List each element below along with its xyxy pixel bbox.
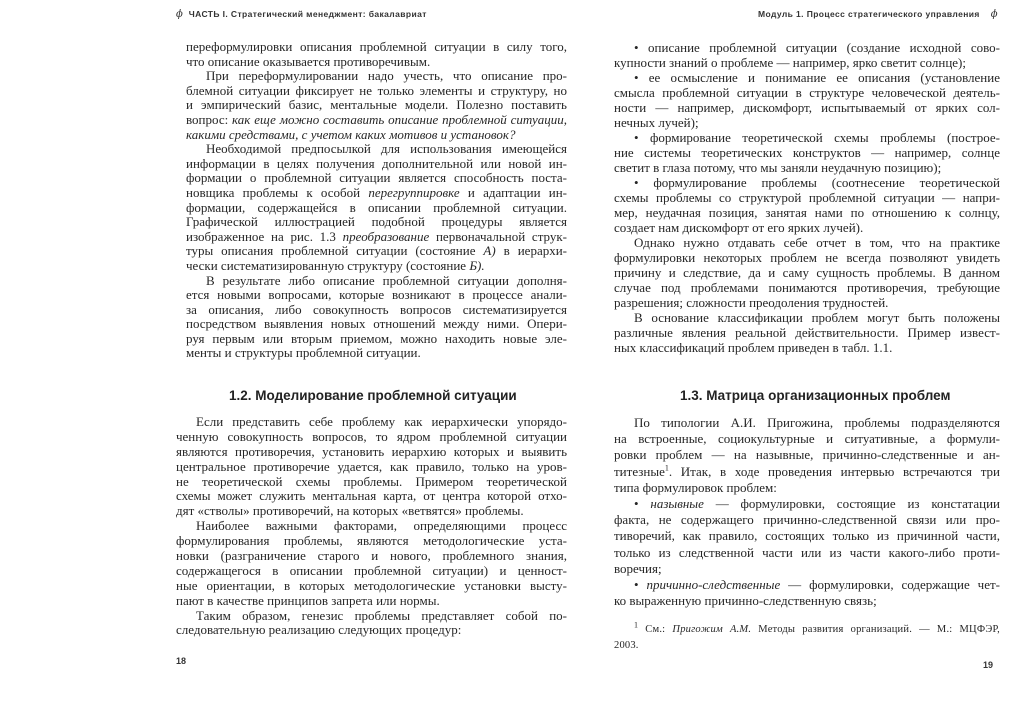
text-run: различные явления реальной действительности. Пример извест- bbox=[614, 325, 1000, 340]
text-block bbox=[614, 415, 1000, 609]
text-line bbox=[614, 480, 1000, 496]
text-run: По типологии А.И. Пригожина, проблемы подразделяются bbox=[634, 415, 1000, 430]
text-line bbox=[186, 40, 567, 55]
text-run: что описание оказывается противоречивым. bbox=[186, 53, 431, 69]
text-line bbox=[176, 475, 567, 490]
text-run: ности — например, дискомфорт, испытываемый от ярких сол- bbox=[614, 100, 1000, 115]
text-run: ется новыми вопросами, которые возникают в процессе анали- bbox=[186, 287, 567, 303]
text-run: причину и следствие, да и саму сущность проблемы. В данном bbox=[614, 265, 1000, 280]
text-line bbox=[186, 346, 567, 361]
running-header-text: Модуль 1. Процесс стратегического управления bbox=[757, 9, 980, 19]
text-line bbox=[186, 186, 567, 201]
text-line bbox=[614, 160, 1000, 175]
text-line bbox=[176, 445, 567, 460]
text-line bbox=[614, 325, 1000, 340]
text-line bbox=[176, 430, 567, 445]
text-run: дят «стволы» противоречий, на которых «ветвятся» проблемы. bbox=[176, 503, 524, 519]
text-run: следовательную реализацию следующих процедур: bbox=[176, 622, 462, 638]
text-run: — формулировки, состоящие из констатации bbox=[703, 495, 1000, 511]
text-line bbox=[176, 415, 567, 430]
text-run: воречия; bbox=[614, 560, 662, 576]
text-line bbox=[186, 69, 567, 84]
italic-text: назывные bbox=[650, 495, 704, 511]
italic-text: Б). bbox=[469, 257, 485, 273]
text-line bbox=[186, 317, 567, 332]
text-run: • bbox=[634, 495, 651, 511]
text-run: В основание классификации проблем могут быть положены bbox=[634, 310, 1000, 325]
text-run: . Итак, в ходе проведения интервью встречаются три bbox=[668, 463, 1000, 479]
footnote-marker: 1 bbox=[664, 463, 669, 473]
text-run: Методы развития организаций. — М.: МЦФЭР, bbox=[751, 624, 1000, 635]
text-run: вопрос: bbox=[186, 111, 233, 127]
text-line bbox=[186, 157, 567, 172]
text-run: ные ориентации, в которых методологические установки высту- bbox=[176, 577, 567, 593]
text-run: в иерархи- bbox=[495, 243, 567, 259]
text-run: • ее осмысление и понимание ее описания (установление bbox=[634, 70, 1000, 85]
text-line bbox=[614, 496, 1000, 512]
text-run: переформулировки описания проблемной ситуации в силу того, bbox=[186, 39, 567, 54]
text-line bbox=[614, 100, 1000, 115]
text-line bbox=[614, 205, 1000, 220]
text-run: изображенное на рис. 1.3 bbox=[186, 228, 343, 244]
italic-text: перегруппировке bbox=[368, 184, 460, 200]
text-line bbox=[176, 623, 567, 638]
text-line bbox=[614, 577, 1000, 593]
text-run: типа формулировок проблем: bbox=[614, 479, 777, 495]
text-run: См.: bbox=[638, 624, 673, 635]
text-line bbox=[186, 230, 567, 245]
text-run: • формулирование проблемы (соотнесение теоретической bbox=[634, 175, 1000, 190]
text-run: Однако нужно отдавать себе отчет в том, что на практике bbox=[634, 235, 1000, 250]
italic-text: причинно-следственные bbox=[646, 576, 781, 592]
text-line bbox=[614, 40, 1000, 55]
text-run: содержащегося в описании проблемной ситуации) и ценност- bbox=[176, 562, 567, 578]
text-run: факта, не содержащего причинно-следственной связи или про- bbox=[614, 512, 1000, 528]
text-run: пают в качестве принципов запрета или нормы. bbox=[176, 592, 440, 608]
text-line bbox=[614, 464, 1000, 480]
text-run: светит в глаза потому, что мы заняли неудачную позицию); bbox=[614, 160, 942, 175]
text-line bbox=[614, 528, 1000, 544]
text-run: формулирования проблемы, являются методологические уста- bbox=[176, 533, 567, 549]
text-run: менты и структуры проблемной ситуации. bbox=[186, 345, 421, 361]
text-run: Если представить себе проблему как иерархически упорядо- bbox=[196, 414, 567, 429]
text-run: формации о проблемной ситуации является способность поста- bbox=[186, 170, 567, 186]
italic-text: какими средствами, с учетом каких мотивов и установок? bbox=[186, 126, 516, 142]
text-run: • bbox=[634, 576, 647, 592]
text-run: мер, неудачная позиция, занятая нами по отношению к солнцу, bbox=[614, 205, 1000, 220]
text-run: ченную совокупность вопросов, то ядром проблемной ситуации bbox=[176, 428, 567, 444]
text-line bbox=[614, 55, 1000, 70]
text-run: центральное противоречие удается, как правило, только на уров- bbox=[176, 458, 567, 474]
text-run: Графической иллюстрацией подобной процедуры является bbox=[186, 214, 567, 230]
text-run: купности знаний о проблеме — например, ярко светит солнце); bbox=[614, 55, 966, 70]
text-line bbox=[614, 593, 1000, 609]
text-line bbox=[614, 622, 1000, 638]
text-run: на встроенные, социокультурные и ситуативные, а формули- bbox=[614, 431, 1000, 447]
text-line bbox=[614, 190, 1000, 205]
text-line bbox=[614, 145, 1000, 160]
footnote bbox=[614, 622, 1000, 654]
text-line bbox=[614, 175, 1000, 190]
text-line bbox=[186, 142, 567, 157]
italic-text: как еще можно составить описание проблемной ситуации, bbox=[232, 111, 567, 127]
text-line bbox=[186, 128, 567, 143]
text-run: случае под проблемами понимаются противоречия, требующие bbox=[614, 280, 1000, 295]
text-line bbox=[614, 431, 1000, 447]
section-heading: 1.3. Матрица организационных проблем bbox=[680, 388, 951, 403]
text-line bbox=[614, 447, 1000, 463]
text-run: формации, содержащейся в описании проблемной ситуации. bbox=[186, 199, 567, 215]
text-line bbox=[176, 504, 567, 519]
text-line bbox=[614, 340, 1000, 355]
text-run: информации в целях получения дополнительной или новой ин- bbox=[186, 155, 567, 171]
text-run: ных классификаций проблем приведен в табл. 1.1. bbox=[614, 340, 893, 355]
section-heading: 1.2. Моделирование проблемной ситуации bbox=[229, 388, 517, 403]
text-run: • описание проблемной ситуации (создание исходной сово- bbox=[634, 40, 1000, 55]
page-number: 18 bbox=[176, 656, 187, 666]
text-run: ровки проблем — на назывные, причинно-следственные и ан- bbox=[614, 447, 1000, 463]
text-line bbox=[614, 310, 1000, 325]
text-run: создает нам дискомфорт от его ярких лучей). bbox=[614, 220, 864, 235]
text-line bbox=[186, 303, 567, 318]
text-line bbox=[176, 534, 567, 549]
text-line bbox=[186, 215, 567, 230]
text-line bbox=[176, 564, 567, 579]
text-run: разрешения; сложности преодоления трудностей. bbox=[614, 295, 889, 310]
text-line bbox=[614, 115, 1000, 130]
text-line bbox=[186, 244, 567, 259]
text-run: новки (разграничение старого и нового, проблемного знания, bbox=[176, 548, 567, 564]
text-line bbox=[176, 489, 567, 504]
text-line bbox=[186, 84, 567, 99]
text-run: При переформулировании надо учесть, что описание про- bbox=[206, 68, 567, 84]
phi-symbol-icon: ϕ bbox=[990, 9, 998, 20]
text-line bbox=[186, 332, 567, 347]
page-number: 19 bbox=[983, 660, 994, 670]
text-line bbox=[186, 288, 567, 303]
text-run: и адаптации ин- bbox=[459, 184, 568, 200]
text-line bbox=[614, 220, 1000, 235]
text-line bbox=[176, 460, 567, 475]
text-line bbox=[614, 85, 1000, 100]
text-line bbox=[614, 280, 1000, 295]
text-line bbox=[614, 250, 1000, 265]
text-line bbox=[614, 295, 1000, 310]
text-line bbox=[614, 130, 1000, 145]
text-line bbox=[186, 98, 567, 113]
italic-text: А) bbox=[483, 243, 496, 259]
running-header-text: ЧАСТЬ I. Стратегический менеджмент: бакалавриат bbox=[188, 9, 427, 19]
text-run: не теоретической схемы проблемы. Примером теоретической bbox=[176, 473, 567, 489]
text-block bbox=[176, 415, 567, 638]
italic-text: Пригожим А.М. bbox=[672, 624, 752, 635]
text-block bbox=[614, 40, 1000, 355]
text-run: • формирование теоретической схемы проблемы (построе- bbox=[634, 130, 1000, 145]
text-run: тиворечий, как правило, состоящих только из причинной части, bbox=[614, 528, 1000, 544]
text-run: чески систематизированную структуру (состояние bbox=[186, 257, 470, 273]
text-run: блемной ситуации фиксирует не только элементы и структуру, но bbox=[186, 82, 567, 98]
text-run: Наиболее важными факторами, определяющими процесс bbox=[196, 518, 567, 534]
running-header-left bbox=[176, 9, 427, 20]
text-line bbox=[176, 609, 567, 624]
text-line bbox=[176, 549, 567, 564]
text-run: ко выраженную причинно-следственную связь; bbox=[614, 593, 877, 609]
text-run: формулировки некоторых проблем не всегда позволяют увидеть bbox=[614, 250, 1000, 265]
text-run: В результате либо описание проблемной ситуации дополня- bbox=[206, 272, 567, 288]
text-line bbox=[176, 519, 567, 534]
text-run: новщика проблемы к особой bbox=[186, 184, 369, 200]
text-line bbox=[186, 259, 567, 274]
text-run: только из следственной части или из части какого-либо проти- bbox=[614, 544, 1000, 560]
phi-symbol-icon: ϕ bbox=[176, 9, 184, 20]
text-line bbox=[614, 561, 1000, 577]
text-line bbox=[614, 545, 1000, 561]
running-header-right bbox=[758, 9, 998, 20]
text-run: схемы может служить ментальная карта, от центра которой отхо- bbox=[176, 488, 567, 504]
text-line bbox=[186, 113, 567, 128]
text-line bbox=[186, 171, 567, 186]
text-block bbox=[186, 40, 567, 361]
text-line bbox=[614, 265, 1000, 280]
text-run: титезные bbox=[614, 463, 665, 479]
text-line bbox=[614, 512, 1000, 528]
text-line bbox=[176, 579, 567, 594]
text-line bbox=[614, 415, 1000, 431]
text-run: ние системы теоретических конструктов — например, солнце bbox=[614, 145, 1000, 160]
right-page bbox=[590, 0, 1024, 725]
text-line bbox=[614, 70, 1000, 85]
text-line bbox=[176, 594, 567, 609]
text-line bbox=[186, 274, 567, 289]
text-run: смысла проблемной ситуации в структуре человеческой деятель- bbox=[614, 85, 1000, 100]
text-run: нечных лучей); bbox=[614, 115, 699, 130]
text-line bbox=[614, 235, 1000, 250]
text-run: — формулировки, содержащие чет- bbox=[780, 576, 1000, 592]
text-run: являются противоречия, установить иерархию которых и выявить bbox=[176, 443, 567, 459]
text-line bbox=[614, 638, 1000, 654]
text-run: посредством выявления новых отношений между ними. Опери- bbox=[186, 316, 567, 332]
text-run: за описания, либо совокупность вопросов систематизируется bbox=[186, 301, 567, 317]
footnote-marker: 1 bbox=[634, 620, 639, 630]
text-line bbox=[186, 55, 567, 70]
text-run: Необходимой предпосылкой для использования имеющейся bbox=[206, 141, 567, 157]
text-line bbox=[186, 201, 567, 216]
text-run: Таким образом, генезис проблемы представляет собой по- bbox=[196, 607, 567, 623]
text-run: первоначальной струк- bbox=[429, 228, 568, 244]
text-run: 2003. bbox=[614, 640, 639, 651]
text-run: и эмпирический базис, ментальные модели. Полезно поставить bbox=[186, 97, 567, 113]
italic-text: преобразование bbox=[342, 228, 430, 244]
text-run: схемы проблемы со структурой проблемной ситуации — напри- bbox=[614, 190, 1000, 205]
text-run: туры описания проблемной ситуации (состояние bbox=[186, 243, 484, 259]
text-run: руя первым или вторым приемом, можно находить новые эле- bbox=[186, 330, 567, 346]
